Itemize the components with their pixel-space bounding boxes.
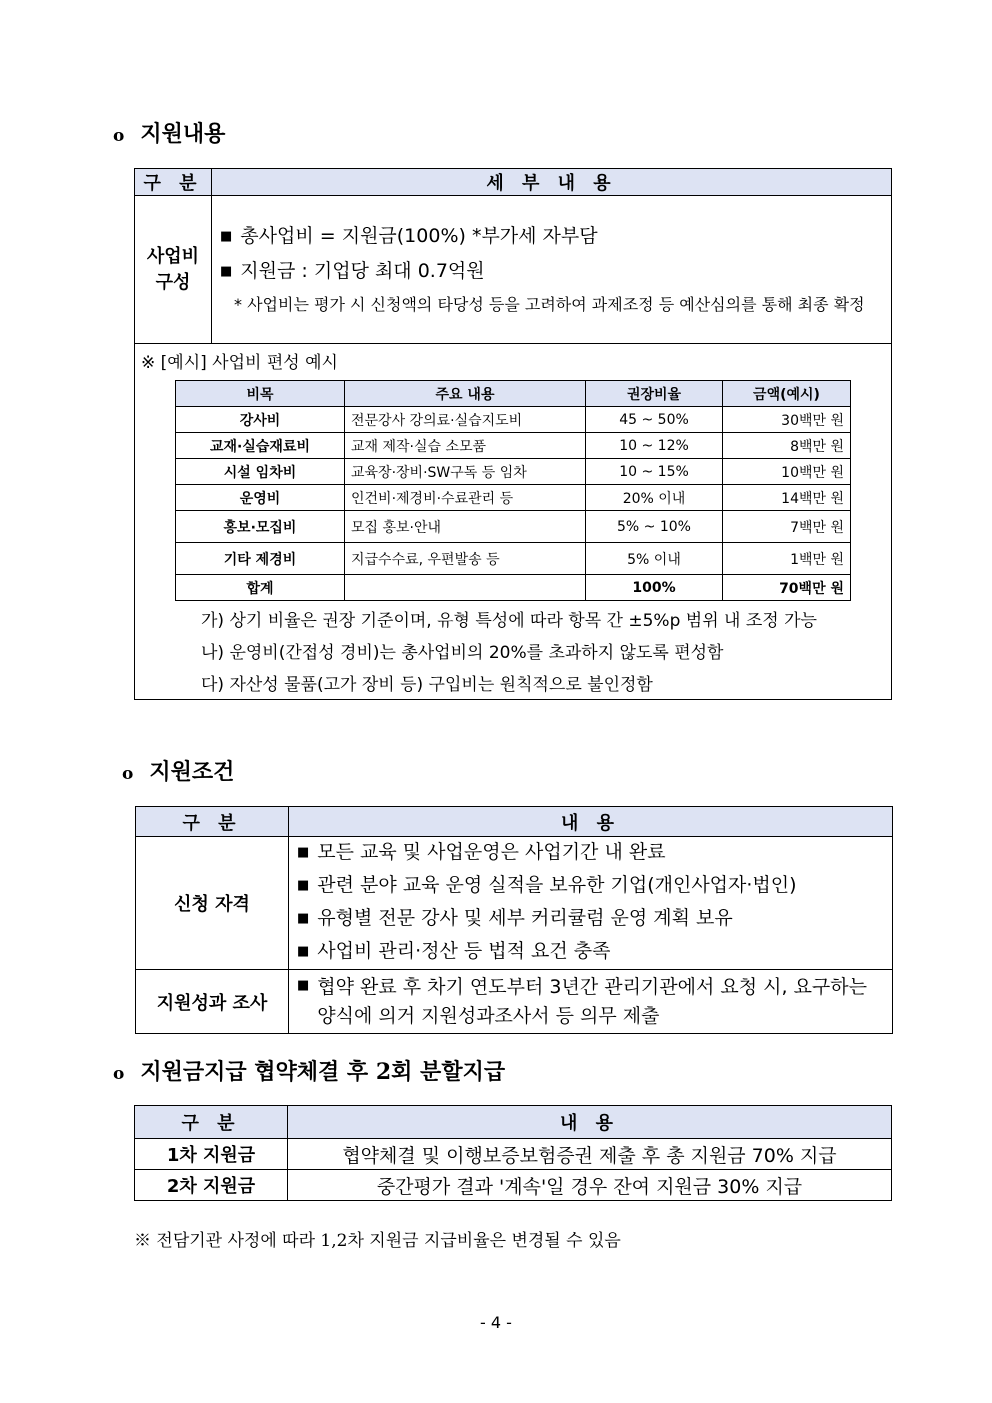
col-header-ratio: 권장비율 bbox=[586, 381, 723, 407]
row-label-budget: 사업비 구성 bbox=[135, 196, 212, 344]
table-cell: 교재 제작·실습 소모품 bbox=[345, 433, 586, 459]
square-bullet-icon: ■ bbox=[220, 229, 233, 244]
row-label-second-payment: 2차 지원금 bbox=[135, 1170, 288, 1201]
table-row bbox=[176, 459, 851, 485]
table-cell: 100% bbox=[586, 575, 723, 601]
support-conditions-table bbox=[135, 806, 893, 1034]
note-item: 가) 상기 비율은 권장 기준이며, 유형 특성에 따라 항목 간 ±5%p 범위 내 조정 가능 bbox=[201, 611, 817, 631]
section-heading-support-content: o 지원내용 bbox=[113, 121, 226, 147]
table-cell: 30백만 원 bbox=[723, 407, 851, 433]
bullet-icon: o bbox=[122, 764, 134, 784]
table-row bbox=[176, 485, 851, 511]
list-item: ■ 지원금 : 기업당 최대 0.7억원 bbox=[220, 260, 485, 282]
second-payment-content: 중간평가 결과 '계속'일 경우 잔여 지원금 30% 지급 bbox=[288, 1170, 892, 1201]
row-label-eligibility: 신청 자격 bbox=[136, 837, 289, 970]
example-title: ※ [예시] 사업비 편성 예시 bbox=[141, 353, 338, 373]
table-cell: 교재·실습재료비 bbox=[176, 433, 345, 459]
note-item: 나) 운영비(간접성 경비)는 총사업비의 20%를 초과하지 않도록 편성함 bbox=[201, 643, 724, 663]
list-item: ■ 관련 분야 교육 운영 실적을 보유한 기업(개인사업자·법인) bbox=[297, 874, 797, 896]
table-cell: 시설 임차비 bbox=[176, 459, 345, 485]
table-cell: 모집 홍보·안내 bbox=[345, 511, 586, 543]
table-row bbox=[176, 511, 851, 543]
col-header-content: 주요 내용 bbox=[345, 381, 586, 407]
list-item: ■ 총사업비 = 지원금(100%) *부가세 자부담 bbox=[220, 225, 598, 247]
col-header-amount: 금액(예시) bbox=[723, 381, 851, 407]
budget-example-cell bbox=[135, 344, 892, 700]
header-details: 세 부 내 용 bbox=[212, 169, 892, 196]
table-cell: 70백만 원 bbox=[723, 575, 851, 601]
table-cell: 교육장·장비·SW구독 등 임차 bbox=[345, 459, 586, 485]
table-cell: 전문강사 강의료·실습지도비 bbox=[345, 407, 586, 433]
table-cell: 20% 이내 bbox=[586, 485, 723, 511]
header-category: 구 분 bbox=[135, 1106, 288, 1139]
square-bullet-icon: ■ bbox=[297, 977, 310, 993]
budget-details bbox=[212, 196, 892, 344]
row-label-first-payment: 1차 지원금 bbox=[135, 1139, 288, 1170]
section-heading-support-conditions: o 지원조건 bbox=[122, 759, 235, 785]
table-row bbox=[135, 1139, 892, 1170]
table-cell: 45 ~ 50% bbox=[586, 407, 723, 433]
col-header-item: 비목 bbox=[176, 381, 345, 407]
table-cell: 5% 이내 bbox=[586, 543, 723, 575]
budget-footnote: * 사업비는 평가 시 신청액의 타당성 등을 고려하여 과제조정 등 예산심의를 통해 최종 확정 bbox=[234, 295, 865, 314]
bullet-icon: o bbox=[113, 126, 125, 146]
table-cell bbox=[345, 575, 586, 601]
performance-survey-details bbox=[289, 970, 893, 1034]
table-row bbox=[135, 1170, 892, 1201]
table-cell: 홍보·모집비 bbox=[176, 511, 345, 543]
payment-note: ※ 전담기관 사정에 따라 1,2차 지원금 지급비율은 변경될 수 있음 bbox=[134, 1231, 621, 1251]
eligibility-details bbox=[289, 837, 893, 970]
example-notes bbox=[201, 605, 817, 701]
payment-table bbox=[134, 1105, 892, 1201]
table-cell: 운영비 bbox=[176, 485, 345, 511]
table-row bbox=[176, 433, 851, 459]
table-cell: 10백만 원 bbox=[723, 459, 851, 485]
square-bullet-icon: ■ bbox=[220, 264, 233, 279]
first-payment-content: 협약체결 및 이행보증보험증권 제출 후 총 지원금 70% 지급 bbox=[288, 1139, 892, 1170]
list-item: ■ 사업비 관리·정산 등 법적 요건 충족 bbox=[297, 940, 611, 962]
table-cell: 5% ~ 10% bbox=[586, 511, 723, 543]
table-cell: 10 ~ 12% bbox=[586, 433, 723, 459]
page-number: - 4 - bbox=[480, 1313, 512, 1332]
table-cell: 합계 bbox=[176, 575, 345, 601]
table-row bbox=[176, 407, 851, 433]
table-row-total bbox=[176, 575, 851, 601]
budget-example-table bbox=[175, 380, 851, 601]
note-item: 다) 자산성 물품(고가 장비 등) 구입비는 원칙적으로 불인정함 bbox=[201, 675, 653, 695]
row-label-performance-survey: 지원성과 조사 bbox=[136, 970, 289, 1034]
table-cell: 기타 제경비 bbox=[176, 543, 345, 575]
header-category: 구 분 bbox=[135, 169, 212, 196]
table-cell: 14백만 원 bbox=[723, 485, 851, 511]
bullet-icon: o bbox=[113, 1064, 125, 1084]
square-bullet-icon: ■ bbox=[297, 845, 310, 860]
header-content: 내 용 bbox=[288, 1106, 892, 1139]
table-cell: 7백만 원 bbox=[723, 511, 851, 543]
header-category: 구 분 bbox=[136, 807, 289, 837]
square-bullet-icon: ■ bbox=[297, 878, 310, 893]
list-item: ■ 유형별 전문 강사 및 세부 커리큘럼 운영 계획 보유 bbox=[297, 907, 733, 929]
square-bullet-icon: ■ bbox=[297, 944, 310, 959]
table-cell: 10 ~ 15% bbox=[586, 459, 723, 485]
table-cell: 지급수수료, 우편발송 등 bbox=[345, 543, 586, 575]
table-row bbox=[176, 543, 851, 575]
table-cell: 1백만 원 bbox=[723, 543, 851, 575]
list-item: ■ 모든 교육 및 사업운영은 사업기간 내 완료 bbox=[297, 841, 666, 863]
list-item: ■ 협약 완료 후 차기 연도부터 3년간 관리기관에서 요청 시, 요구하는 양식에 의거 지원성과조사서 등 의무 제출 bbox=[297, 973, 884, 1031]
support-content-table bbox=[134, 168, 892, 700]
table-cell: 8백만 원 bbox=[723, 433, 851, 459]
header-content: 내 용 bbox=[289, 807, 893, 837]
section-heading-payment: o 지원금지급 협약체결 후 2회 분할지급 bbox=[113, 1059, 506, 1085]
table-cell: 인건비·제경비·수료관리 등 bbox=[345, 485, 586, 511]
table-cell: 강사비 bbox=[176, 407, 345, 433]
square-bullet-icon: ■ bbox=[297, 911, 310, 926]
